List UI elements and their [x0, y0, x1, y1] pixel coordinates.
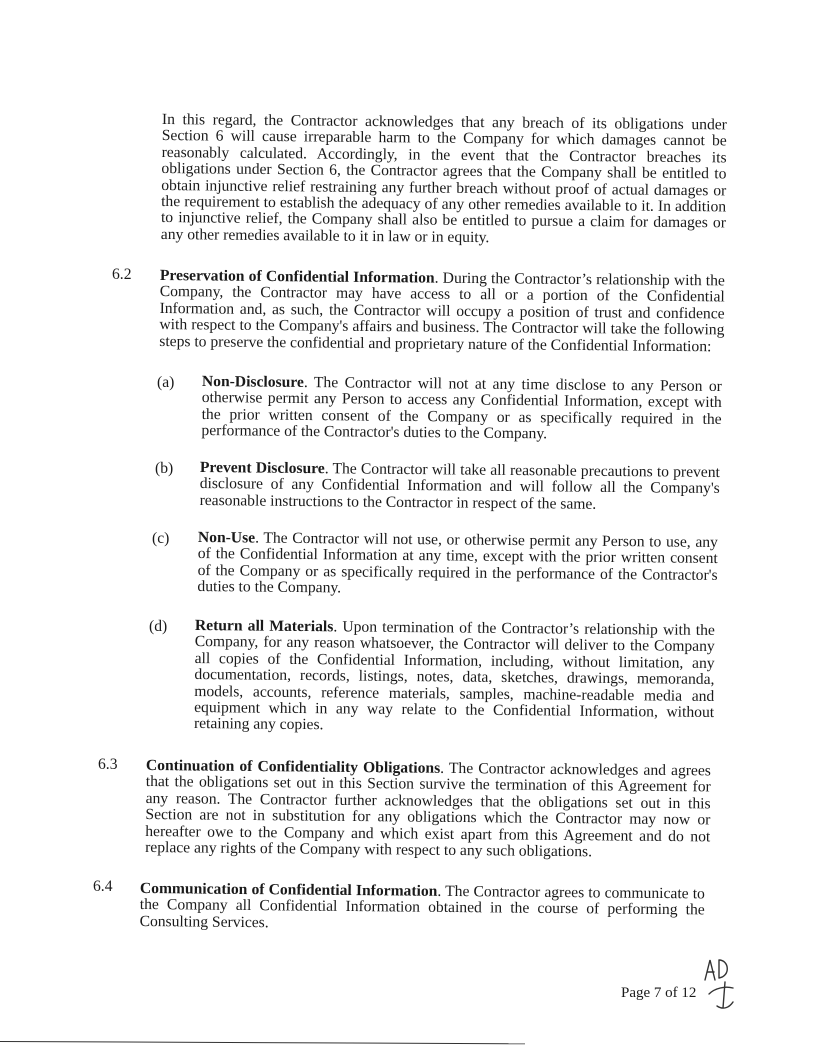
subsection-heading: Non-Disclosure: [201, 373, 304, 391]
section-heading: Continuation of Confidentiality Obligations: [145, 757, 441, 777]
subsection-body: . Upon termination of the Contractor’s relationship with the Company, for any reason whatsoever, the Contractor will deliver to the Company all copies of the Confidential Information, including, without limitation, any documentation, records, listings, notes, data, sketches, drawings, memoranda, models, accounts, reference materials, samples, machine-readable media and equipment which in any way relate to the Confidential Information, without retaining any copies.: [193, 618, 715, 734]
subsection-body: . The Contractor will take all reasonable precautions to prevent disclosure of any Confidential Information and will follow all the Company's reasonable instructions to the Contractor in respect of the same.: [199, 460, 720, 513]
section-number: 6.4: [93, 878, 113, 895]
intro-paragraph: In this regard, the Contractor acknowledges that any breach of its obligations under Section 6 will cause irreparable harm to the Company for which damages cannot be reasonably calculated. Accordingly, in the event that the Contractor breaches its obligations under Section 6, the Contractor agrees that the Company shall be entitled to obtain injunctive relief restraining any further breach without proof of actual damages or the requirement to establish the adequacy of any other remedies available to it. In addition to injunctive relief, the Company shall also be entitled to pursue a claim for damages or any other remedies available to it in law or in equity.: [160, 111, 727, 246]
section-heading: Preservation of Confidential Information: [159, 267, 435, 287]
subsection-heading: Return all Materials: [194, 617, 334, 636]
section-6-3-paragraph: [145, 758, 711, 862]
subsection-a-paragraph: [201, 374, 722, 445]
section-body: . During the Contractor’s relationship with the Company, the Contractor may have access to all or a portion of the Confidential Information and, as such, the Contractor will occupy a position of trust and confidence with respect to the Company's affairs and business. The Contractor will take the following steps to preserve the confidential and proprietary nature of the Confidential Information:: [159, 269, 725, 355]
section-number: 6.2: [112, 266, 132, 283]
section-body: . The Contractor agrees to communicate to the Company all Confidential Information obtained in the course of performing the Consulting Services.: [139, 882, 705, 932]
subsection-label: (b): [155, 460, 174, 477]
subsection-label: (c): [152, 530, 170, 547]
page-number: Page 7 of 12: [621, 985, 697, 1001]
section-6-2-paragraph: [159, 268, 725, 355]
handwritten-initials-mark: [695, 952, 745, 1014]
subsection-b-paragraph: [200, 460, 720, 514]
subsection-label: (a): [157, 374, 175, 391]
subsection-body: . The Contractor will not use, or otherwise permit any Person to use, any of the Confidential Information at any time, except with the prior written consent of the Company or as specifically required in the performance of the Contractor's duties to the Company.: [197, 529, 718, 597]
subsection-heading: Non-Use: [197, 529, 256, 547]
section-6-4-paragraph: [140, 881, 705, 936]
subsection-d-paragraph: [194, 618, 715, 738]
footer-rule: [0, 1041, 525, 1044]
subsection-label: (d): [149, 618, 168, 635]
subsection-body: . The Contractor will not at any time disclose to any Person or otherwise permit any Person to access any Confidential Information, except with the prior written consent of the Company or as specifically required in the performance of the Contractor's duties to the Company.: [201, 373, 722, 443]
subsection-heading: Prevent Disclosure: [199, 459, 325, 478]
section-number: 6.3: [98, 756, 118, 773]
subsection-c-paragraph: [197, 530, 718, 601]
section-body: . The Contractor acknowledges and agrees that the obligations set out in this Section survive the termination of this Agreement for any reason. The Contractor further acknowledges that the obligations set out in this Section are not in substitution for any obligations which the Contractor may now or hereafter owe to the Company and which exist apart from this Agreement and do not replace any rights of the Company with respect to any such obligations.: [145, 759, 711, 861]
section-heading: Communication of Confidential Information: [139, 880, 438, 900]
